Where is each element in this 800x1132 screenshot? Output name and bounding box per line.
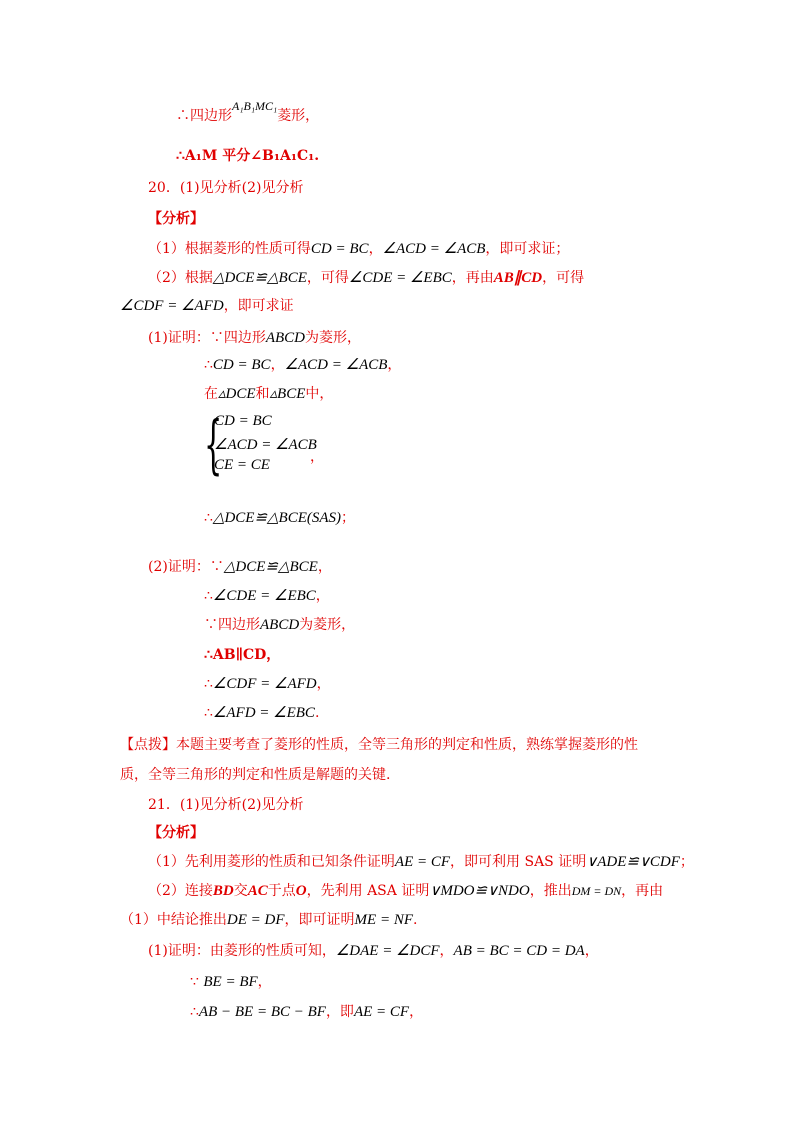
- text: 【点拨】本题主要考查了菱形的性质，全等三角形的判定和性质，熟练掌握菱形的性: [120, 737, 638, 753]
- text: ∴: [204, 510, 213, 526]
- proof-20-1-line3: [204, 384, 333, 404]
- proof-21-1-line3: [190, 1002, 423, 1022]
- text: 和: [255, 386, 270, 402]
- text: 为菱形，: [299, 617, 356, 633]
- text: ∵四边形: [204, 617, 260, 633]
- proof-21-1-start: [148, 941, 599, 961]
- math: ∠AFD = ∠EBC: [212, 705, 315, 721]
- text: ∴: [204, 676, 213, 692]
- text: ，即可求证；: [485, 241, 570, 257]
- proof-20-2-line2: [204, 586, 330, 606]
- math: AC: [247, 883, 268, 899]
- text: ，可得: [306, 270, 349, 286]
- text: 于点: [267, 883, 296, 899]
- text: ，: [310, 449, 324, 465]
- line-bisector: [176, 146, 319, 166]
- proof-20-2-line5: [204, 674, 331, 694]
- text: ，: [439, 943, 454, 959]
- text: (2)证明：∵: [148, 559, 224, 575]
- math: ABCD: [265, 330, 306, 346]
- proof-20-2-start: [148, 557, 332, 577]
- text: ∴: [204, 357, 213, 373]
- text: ∵: [190, 974, 199, 990]
- math: AB − BE = BC − BF: [198, 1004, 326, 1020]
- text: ；: [679, 854, 694, 870]
- text: （2）根据: [148, 270, 213, 286]
- math: AB∥CD: [493, 270, 543, 286]
- tip-20-line2: [120, 765, 390, 785]
- proof-21-1-line2: [190, 972, 272, 992]
- math: ∠ACD = ∠ACB: [382, 241, 486, 257]
- text: 中，: [305, 386, 334, 402]
- text: ，: [387, 357, 402, 373]
- math: ∨ADE≌∨CDF: [586, 854, 680, 870]
- text: 20．(1)见分析(2)见分析: [148, 180, 304, 196]
- text: （1）根据菱形的性质可得: [148, 241, 311, 257]
- system-tail: [310, 447, 324, 467]
- text: 菱形，: [277, 108, 320, 124]
- text: .: [314, 705, 320, 721]
- math: ∨MDO≌∨NDO: [429, 883, 530, 899]
- system-row-1: CD = BC: [214, 413, 272, 429]
- text: ，即可求证: [223, 298, 294, 314]
- math: BE = BF: [203, 974, 258, 990]
- analysis-label-21: [148, 823, 204, 843]
- text: ，再由: [451, 270, 494, 286]
- text: （1）中结论推出: [120, 912, 227, 928]
- text: .: [413, 912, 418, 928]
- math: AE = CF: [394, 854, 451, 870]
- text: (1)证明：由菱形的性质可知，: [148, 943, 336, 959]
- text: 质，全等三角形的判定和性质是解题的关键.: [120, 767, 391, 783]
- proof-20-1-conclusion: [204, 508, 355, 528]
- proof-20-2-line3: [204, 615, 355, 635]
- text: ，: [584, 943, 599, 959]
- text: ∴A₁M 平分∠B₁A₁C₁.: [176, 148, 320, 164]
- text: ∴: [204, 705, 213, 721]
- math: O: [295, 883, 307, 899]
- math: CD = BC: [310, 241, 369, 257]
- proof-20-2-line6: [204, 703, 319, 723]
- proof-20-2-line4: [204, 645, 280, 665]
- text: （1）先利用菱形的性质和已知条件证明: [148, 854, 395, 870]
- text: ；: [341, 510, 356, 526]
- analysis-21-step2: [148, 881, 663, 901]
- tip-20-line1: [120, 735, 638, 755]
- text: ，: [317, 559, 332, 575]
- text: ，先利用 ASA 证明: [306, 883, 430, 899]
- math: ABCD: [260, 617, 300, 633]
- math: DM = DN: [571, 884, 622, 898]
- text: （2）连接: [148, 883, 213, 899]
- system-row-3: CE = CE: [214, 457, 270, 473]
- line-rhombus-conclusion: [176, 99, 320, 126]
- math: CD = BC: [212, 357, 271, 373]
- text: 21．(1)见分析(2)见分析: [148, 797, 304, 813]
- text: ∴: [204, 588, 213, 604]
- text: ，推出: [529, 883, 572, 899]
- math: AB = BC = CD = DA: [453, 943, 585, 959]
- math: ME = NF: [354, 912, 413, 928]
- proof-20-1-line2: [204, 355, 401, 375]
- left-brace: {: [204, 408, 223, 482]
- analysis-20-step2-cont: [120, 296, 294, 316]
- math: ∠DAE = ∠DCF: [335, 943, 440, 959]
- proof-20-1-start: [148, 328, 361, 348]
- text: 【分析】: [148, 825, 204, 841]
- math: DE = DF: [226, 912, 285, 928]
- math: ▵BCE: [269, 386, 306, 402]
- text: ，再由: [621, 883, 664, 899]
- math: △DCE≌△BCE: [223, 559, 318, 575]
- analysis-20-step2: [148, 268, 584, 288]
- text: ，: [270, 357, 285, 373]
- math: ▵DCE: [218, 386, 256, 402]
- system-row-2: ∠ACD = ∠ACB: [214, 437, 317, 453]
- text: 为菱形，: [305, 330, 362, 346]
- answer-20-heading: [148, 178, 303, 198]
- text: ，即可证明: [284, 912, 355, 928]
- analysis-21-step2-cont: [120, 910, 417, 930]
- text: ，可得: [542, 270, 585, 286]
- text: 交: [233, 883, 248, 899]
- analysis-label-20: [148, 209, 204, 229]
- text: ，: [316, 676, 331, 692]
- text: ∴AB∥CD，: [204, 647, 281, 663]
- math: ∠CDF = ∠AFD: [120, 298, 224, 314]
- analysis-20-step1: [148, 239, 569, 259]
- text: ，: [368, 241, 383, 257]
- math: △DCE≌△BCE: [212, 270, 307, 286]
- math: BD: [212, 883, 234, 899]
- text: 【分析】: [148, 211, 204, 227]
- math: △DCE≌△BCE(SAS): [212, 510, 342, 526]
- math: ∠ACD = ∠ACB: [284, 357, 388, 373]
- text: ，: [315, 588, 330, 604]
- text: ∴: [190, 1004, 199, 1020]
- answer-21-heading: [148, 795, 303, 815]
- text: ，即: [325, 1004, 354, 1020]
- text: ，: [257, 974, 272, 990]
- math: A₁B₁MC₁: [232, 99, 278, 113]
- math: ∠CDE = ∠EBC: [212, 588, 316, 604]
- text: 在: [204, 386, 218, 402]
- text: ，即可利用 SAS 证明: [450, 854, 587, 870]
- text: ∴四边形: [176, 108, 232, 124]
- text: (1)证明：∵四边形: [148, 330, 266, 346]
- math: ∠CDF = ∠AFD: [212, 676, 317, 692]
- equation-system: [204, 408, 324, 482]
- math: ∠CDE = ∠EBC: [348, 270, 452, 286]
- math: AE = CF: [353, 1004, 410, 1020]
- analysis-21-step1: [148, 852, 694, 872]
- text: ，: [409, 1004, 424, 1020]
